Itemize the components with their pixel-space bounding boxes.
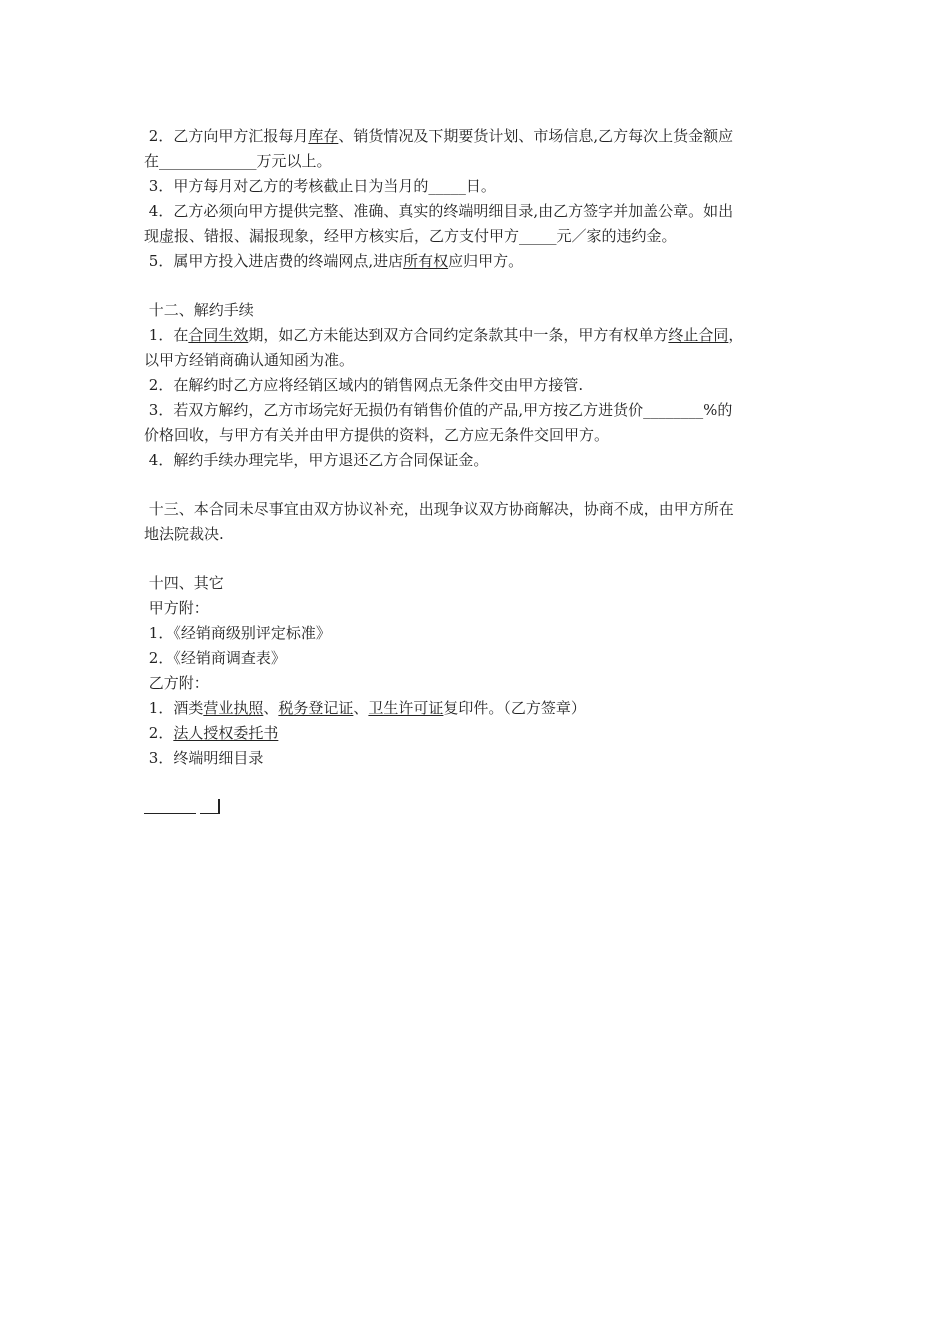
link-tax-registration[interactable]: 税务登记证	[278, 699, 354, 717]
s14-yi-item1	[144, 696, 812, 721]
text: 乙方附：	[148, 674, 209, 692]
s11-item2-line1	[144, 124, 812, 149]
text: 3．若双方解约，乙方市场完好无损仍有销售价值的产品,甲方按乙方进货价________%的	[148, 401, 733, 419]
text: 甲方附：	[148, 599, 209, 617]
s14-yi-item2	[144, 721, 812, 746]
link-power-of-attorney[interactable]: 法人授权委托书	[173, 724, 279, 742]
text: 4．乙方必须向甲方提供完整、准确、真实的终端明细目录,由乙方签字并加盖公章。如出	[148, 202, 734, 220]
end-underline	[144, 813, 196, 814]
text: 5．属甲方投入进店费的终端网点,进店	[148, 252, 404, 270]
text: ，	[728, 326, 744, 344]
text: 复印件。（乙方签章）	[443, 699, 586, 717]
text: 期，如乙方未能达到双方合同约定条款其中一条，甲方有权单方	[248, 326, 669, 344]
text: 2．在解约时乙方应将经销区域内的销售网点无条件交由甲方接管.	[148, 376, 584, 394]
s13-line1	[144, 497, 812, 522]
link-contract-effective[interactable]: 合同生效	[188, 326, 249, 344]
s12-item1-line2: 以甲方经销商确认通知函为准。	[144, 351, 355, 369]
text: 十三、本合同未尽事宜由双方协议补充，出现争议双方协商解决，协商不成，由甲方所在	[148, 500, 734, 518]
text: 2．乙方向甲方汇报每月	[148, 127, 309, 145]
s12-title	[144, 298, 812, 323]
s14-jia-heading	[144, 596, 812, 621]
text: 1．《经销商级别评定标准》	[148, 624, 331, 642]
s14-yi-heading	[144, 671, 812, 696]
text: 2．《经销商调查表》	[148, 649, 286, 667]
link-health-permit[interactable]: 卫生许可证	[368, 699, 444, 717]
link-inventory[interactable]: 库存	[308, 127, 339, 145]
text: 2．	[148, 724, 174, 742]
s12-item1-line1	[144, 323, 812, 348]
text: 1．在	[148, 326, 189, 344]
s12-item4	[144, 448, 812, 473]
text: 、销货情况及下期要货计划、市场信息,乙方每次上货金额应	[338, 127, 734, 145]
s11-item3	[144, 174, 812, 199]
s14-jia-item2	[144, 646, 812, 671]
s14-title	[144, 571, 812, 596]
text: 、	[353, 699, 369, 717]
s11-item4-line1	[144, 199, 812, 224]
s11-item4-line2: 现虚报、错报、漏报现象，经甲方核实后，乙方支付甲方_____元／家的违约金。	[144, 227, 677, 245]
s11-item5	[144, 249, 812, 274]
s12-item2	[144, 373, 812, 398]
text: 1．酒类	[148, 699, 204, 717]
spacer	[144, 771, 812, 795]
s11-item2-line2: 在_____________万元以上。	[144, 152, 332, 170]
end-of-text-mark	[144, 795, 812, 820]
spacer	[144, 473, 812, 497]
s14-yi-item3	[144, 746, 812, 771]
text: 十四、其它	[148, 574, 224, 592]
spacer	[144, 274, 812, 298]
text: 十二、解约手续	[148, 301, 254, 319]
link-terminate-contract[interactable]: 终止合同	[668, 326, 729, 344]
end-underline-short	[200, 813, 218, 814]
text: 应归甲方。	[448, 252, 524, 270]
text: 3．终端明细目录	[148, 749, 264, 767]
text: 4．解约手续办理完毕，甲方退还乙方合同保证金。	[148, 451, 489, 469]
s13-line2: 地法院裁决.	[144, 525, 224, 543]
text: 、	[263, 699, 279, 717]
document-body	[144, 124, 812, 820]
s12-item3-line1	[144, 398, 812, 423]
s12-item3-line2: 价格回收，与甲方有关并由甲方提供的资料，乙方应无条件交回甲方。	[144, 426, 610, 444]
link-business-license[interactable]: 营业执照	[203, 699, 264, 717]
link-ownership[interactable]: 所有权	[403, 252, 449, 270]
s14-jia-item1	[144, 621, 812, 646]
end-corner-mark	[218, 799, 220, 814]
text: 3．甲方每月对乙方的考核截止日为当月的_____日。	[148, 177, 496, 195]
spacer	[144, 547, 812, 571]
